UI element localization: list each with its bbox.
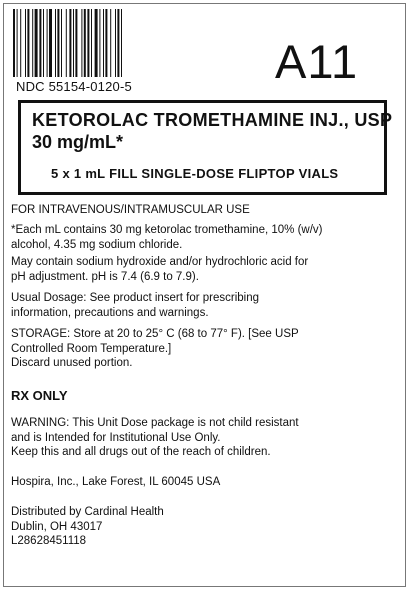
barcode-bar: [27, 9, 29, 77]
barcode-bar: [84, 9, 86, 77]
dosage-line: Usual Dosage: See product insert for prescribing: [11, 292, 260, 304]
barcode-bar: [43, 9, 44, 77]
barcode: [13, 9, 155, 77]
barcode-bar: [57, 9, 59, 77]
barcode-bar: [117, 9, 119, 77]
barcode-bar: [69, 9, 71, 77]
barcode-bar: [105, 9, 107, 77]
barcode-bar: [20, 9, 21, 77]
barcode-bar: [32, 9, 33, 77]
distributor-line: Distributed by Cardinal Health: [11, 506, 164, 518]
barcode-bar: [75, 9, 77, 77]
package-description: 5 x 1 mL FILL SINGLE-DOSE FLIPTOP VIALS: [51, 166, 339, 181]
barcode-bar: [17, 9, 18, 77]
distributor: [11, 505, 164, 549]
barcode-bar: [95, 9, 98, 77]
barcode-bar: [73, 9, 74, 77]
barcode-bar: [81, 9, 82, 77]
storage-line: Discard unused portion.: [11, 357, 133, 369]
barcode-bar: [91, 9, 92, 77]
barcode-bar: [49, 9, 52, 77]
barcode-bar: [25, 9, 26, 77]
barcode-bar: [121, 9, 122, 77]
storage-line: STORAGE: Store at 20 to 25° C (68 to 77° F). [See USP: [11, 328, 299, 340]
strength: 30 mg/mL*: [32, 132, 124, 152]
barcode-bar: [35, 9, 38, 77]
barcode-bar: [115, 9, 116, 77]
warning-line: and is Intended for Institutional Use Only.: [11, 431, 221, 444]
rx-only: RX ONLY: [11, 388, 68, 403]
distributor-line: Dublin, OH 43017: [11, 520, 103, 533]
warning-line: WARNING: This Unit Dose package is not child resistant: [11, 417, 299, 429]
warning: [11, 416, 299, 460]
barcode-bar: [87, 9, 89, 77]
barcode-bar: [55, 9, 56, 77]
ph-note-line: May contain sodium hydroxide and/or hydrochloric acid for: [11, 256, 309, 268]
usual-dosage: [11, 291, 259, 320]
product-name: KETOROLAC TROMETHAMINE INJ., USP: [32, 110, 393, 130]
ndc-number: NDC 55154-0120-5: [16, 79, 132, 94]
barcode-bar: [13, 9, 15, 77]
composition: [11, 223, 323, 252]
storage-line: Controlled Room Temperature.]: [11, 342, 172, 355]
barcode-bar: [61, 9, 62, 77]
route-of-administration: FOR INTRAVENOUS/INTRAMUSCULAR USE: [11, 204, 250, 216]
barcode-bar: [110, 9, 111, 77]
warning-line: Keep this and all drugs out of the reach of children.: [11, 446, 271, 458]
ph-note: [11, 255, 308, 284]
barcode-bar: [39, 9, 41, 77]
barcode-bar: [103, 9, 104, 77]
dosage-line: information, precautions and warnings.: [11, 306, 209, 319]
ph-note-line: pH adjustment. pH is 7.4 (6.9 to 7.9).: [11, 270, 199, 283]
composition-line: *Each mL contains 30 mg ketorolac tromethamine, 10% (w/v): [11, 224, 323, 236]
distributor-line: L28628451118: [11, 535, 87, 547]
composition-line: alcohol, 4.35 mg sodium chloride.: [11, 238, 183, 251]
barcode-bar: [47, 9, 48, 77]
barcode-bar: [99, 9, 100, 77]
barcode-bar: [66, 9, 67, 77]
product-box: [18, 100, 393, 195]
lot-code: A11: [275, 35, 359, 88]
storage-instructions: [11, 327, 299, 371]
manufacturer: Hospira, Inc., Lake Forest, IL 60045 USA: [11, 476, 221, 488]
